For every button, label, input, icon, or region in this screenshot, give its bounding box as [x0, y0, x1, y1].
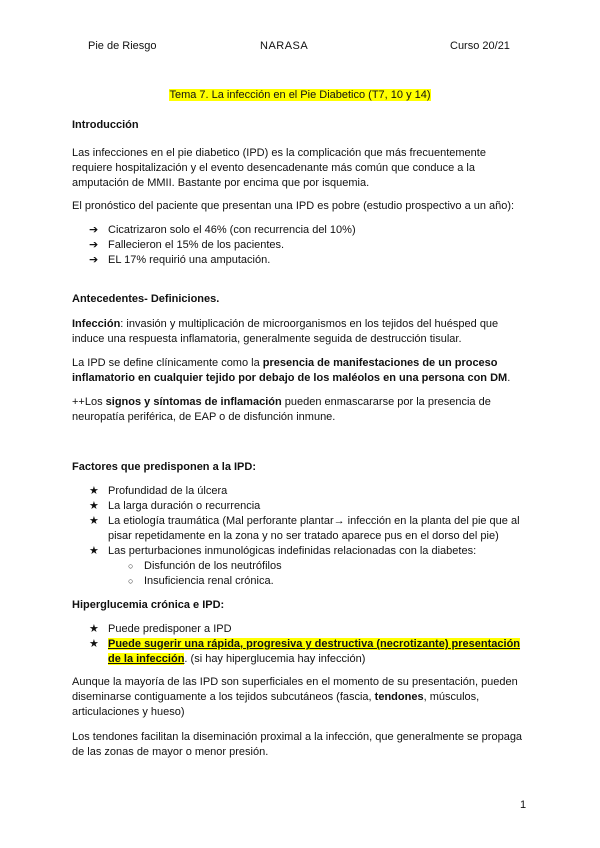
intro-paragraph-1: Las infecciones en el pie diabetico (IPD) es la complicación que más frecuentemente requiere hospitalización y el evento desencadenante más común que conduce a la amputación de MMII. Bastante por encima que por isquemia. [72, 147, 486, 189]
page-number: 1 [520, 799, 527, 811]
intro-paragraph-2: El pronóstico del paciente que presentan una IPD es pobre (estudio prospectivo a un año): [72, 200, 515, 212]
list-item: ★ La larga duración o recurrencia [89, 500, 261, 512]
document-title-wrap [0, 88, 600, 103]
arrow-icon: ➔ [89, 239, 99, 251]
list-item: ★ Puede predisponer a IPD [89, 623, 232, 635]
list-item: ➔ Fallecieron el 15% de los pacientes. [89, 239, 285, 251]
antecedentes-paragraph-1: Infección: invasión y multiplicación de microorganismos en los tejidos del huésped que induce una respuesta inflamatoria, generalmente seguida de destrucción tisular. [72, 318, 499, 345]
highlighted-text: Puede sugerir una rápida, progresiva y destructiva (necrotizante) presentación de la infección [108, 638, 521, 665]
list-item: ➔ EL 17% requirió una amputación. [89, 254, 271, 266]
antecedentes-paragraph-3: ++Los signos y síntomas de inflamación pueden enmascararse por la presencia de neuropatía periférica, de EAP o de disfunción inmune. [72, 396, 491, 423]
header-left: Pie de Riesgo [88, 40, 157, 52]
document-title: Tema 7. La infección en el Pie Diabetico (T7, 10 y 14) [169, 89, 431, 101]
intro-bullet-list [72, 223, 528, 268]
star-icon: ★ [89, 623, 99, 635]
list-item: ★ Las perturbaciones inmunológicas indefinidas relacionadas con la diabetes: [89, 545, 477, 557]
hiperglucemia-paragraph-2: Los tendones facilitan la diseminación proximal a la infección, que generalmente se propaga de las zonas de mayor o menor presión. [72, 731, 523, 758]
star-icon: ★ [89, 638, 99, 650]
star-icon: ★ [89, 500, 99, 512]
circle-icon: ○ [128, 576, 134, 586]
star-icon: ★ [89, 545, 99, 557]
list-item: ★ Profundidad de la úlcera [89, 485, 228, 497]
factores-heading: Factores que predisponen a la IPD: [72, 461, 256, 473]
list-item: ★ La etiología traumática (Mal perforante plantar→ infección en la planta del pie que al pisar repetidamente en la zona y no ser tratado aparece pus en el dorso del pie) [89, 515, 520, 542]
antecedentes-paragraph-2: La IPD se define clínicamente como la presencia de manifestaciones de un proceso inflamatorio en cualquier tejido por debajo de los maléolos en una persona con DM. [72, 357, 511, 384]
antecedentes-heading: Antecedentes- Definiciones. [72, 293, 220, 305]
arrow-icon: ➔ [89, 224, 99, 236]
header-center: NARASA [260, 40, 309, 52]
list-item: ➔ Cicatrizaron solo el 46% (con recurrencia del 10%) [89, 224, 356, 236]
hiperglucemia-paragraph-1: Aunque la mayoría de las IPD son superficiales en el momento de su presentación, pueden diseminarse contiguamente a los tejidos subcutáneos (fascia, tendones, músculos, articulaciones y hueso) [72, 676, 518, 718]
circle-icon: ○ [128, 561, 134, 571]
hiperglucemia-heading: Hiperglucemia crónica e IPD: [72, 599, 225, 611]
factores-list [72, 484, 528, 589]
arrow-icon: ➔ [89, 254, 99, 266]
list-subitem: ○ Disfunción de los neutrófilos [128, 560, 282, 572]
list-item: ★ Puede sugerir una rápida, progresiva y destructiva (necrotizante) presentación de la infección. (si hay hiperglucemia hay infección) [89, 638, 521, 665]
list-subitem: ○ Insuficiencia renal crónica. [128, 575, 274, 587]
header-right: Curso 20/21 [450, 40, 510, 52]
star-icon: ★ [89, 485, 99, 497]
intro-heading: Introducción [72, 119, 139, 131]
star-icon: ★ [89, 515, 99, 527]
hiperglucemia-list [72, 622, 528, 667]
